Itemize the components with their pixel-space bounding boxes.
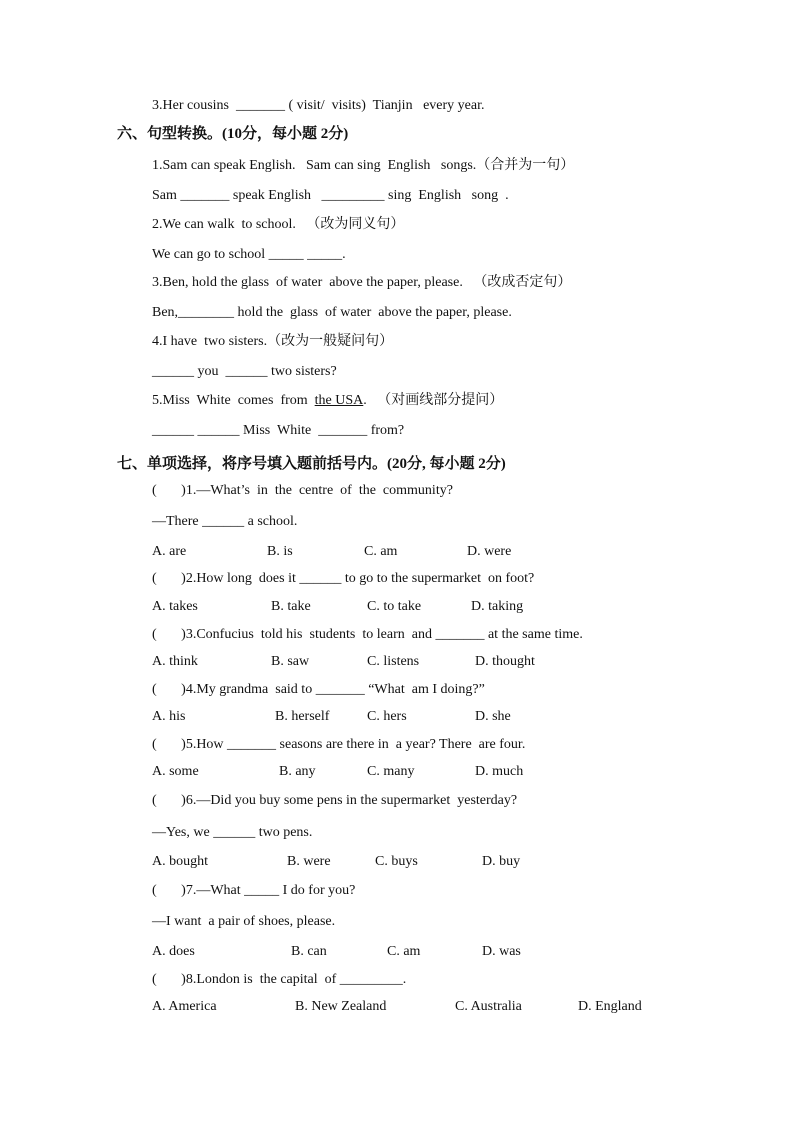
option-a: A. his <box>152 709 186 724</box>
question-text-part: 5.Miss White comes from <box>152 393 315 408</box>
option-c: C. Australia <box>455 999 522 1014</box>
mc-question-stem: ( )3.Confucius told his students to learn and _______ at the same time. <box>152 627 583 642</box>
option-a: A. takes <box>152 599 198 614</box>
question-text <box>152 392 503 410</box>
answer-line: ______ ______ Miss White _______ from? <box>152 423 405 438</box>
option-c: C. listens <box>367 654 420 669</box>
option-a: A. America <box>152 999 217 1014</box>
question-text-part: . （对画线部分提问） <box>363 393 504 408</box>
mc-question-stem: ( )2.How long does it ______ to go to the supermarket on foot? <box>152 571 535 586</box>
mc-question-stem: ( )4.My grandma said to _______ “What am I doing?” <box>152 682 485 697</box>
question-text: 1.Sam can speak English. Sam can sing English songs.（合并为一句） <box>152 158 575 173</box>
question-text: 3.Ben, hold the glass of water above the paper, please. （改成否定句） <box>152 275 572 290</box>
option-b: B. were <box>287 854 331 869</box>
option-a: A. some <box>152 764 199 779</box>
option-d: D. buy <box>482 854 521 869</box>
option-c: C. am <box>387 944 421 959</box>
answer-line: Ben,________ hold the glass of water above the paper, please. <box>152 305 512 320</box>
option-d: D. was <box>482 944 521 959</box>
mc-question-stem: ( )6.—Did you buy some pens in the supermarket yesterday? <box>152 793 518 808</box>
answer-line: ______ you ______ two sisters? <box>152 364 337 379</box>
option-c: C. am <box>364 544 398 559</box>
mc-question-stem: ( )8.London is the capital of _________. <box>152 972 407 987</box>
underlined-phrase: the USA <box>314 393 364 408</box>
option-c: C. buys <box>375 854 418 869</box>
section-heading: 七、单项选择，将序号填入题前括号内。(20分, 每小题 2分) <box>117 456 506 472</box>
option-b: B. saw <box>271 654 310 669</box>
option-c: C. to take <box>367 599 422 614</box>
mc-question-stem: ( )7.—What _____ I do for you? <box>152 883 356 898</box>
answer-line: Sam _______ speak English _________ sing English song . <box>152 188 509 203</box>
option-d: D. were <box>467 544 512 559</box>
option-d: D. England <box>578 999 642 1014</box>
option-b: B. is <box>267 544 293 559</box>
option-d: D. she <box>475 709 511 724</box>
mc-question-stem: ( )5.How _______ seasons are there in a year? There are four. <box>152 737 526 752</box>
option-d: D. taking <box>471 599 524 614</box>
option-b: B. take <box>271 599 311 614</box>
option-d: D. much <box>475 764 524 779</box>
option-b: B. New Zealand <box>295 999 387 1014</box>
option-c: C. hers <box>367 709 407 724</box>
question-text: 3.Her cousins _______ ( visit/ visits) Tianjin every year. <box>152 98 485 113</box>
mc-question-stem: —There ______ a school. <box>152 514 298 529</box>
question-text: 2.We can walk to school. （改为同义句） <box>152 217 405 232</box>
mc-question-stem: ( )1.—What’s in the centre of the community? <box>152 483 453 498</box>
option-b: B. herself <box>275 709 330 724</box>
answer-line: We can go to school _____ _____. <box>152 247 346 262</box>
option-a: A. bought <box>152 854 208 869</box>
option-a: A. does <box>152 944 195 959</box>
section-heading: 六、句型转换。(10分，每小题 2分) <box>117 126 349 142</box>
mc-question-stem: —Yes, we ______ two pens. <box>152 825 313 840</box>
option-c: C. many <box>367 764 415 779</box>
option-b: B. any <box>279 764 316 779</box>
mc-question-stem: —I want a pair of shoes, please. <box>152 914 336 929</box>
question-text: 4.I have two sisters.（改为一般疑问句） <box>152 334 394 349</box>
option-d: D. thought <box>475 654 535 669</box>
option-a: A. think <box>152 654 198 669</box>
option-b: B. can <box>291 944 327 959</box>
option-a: A. are <box>152 544 187 559</box>
